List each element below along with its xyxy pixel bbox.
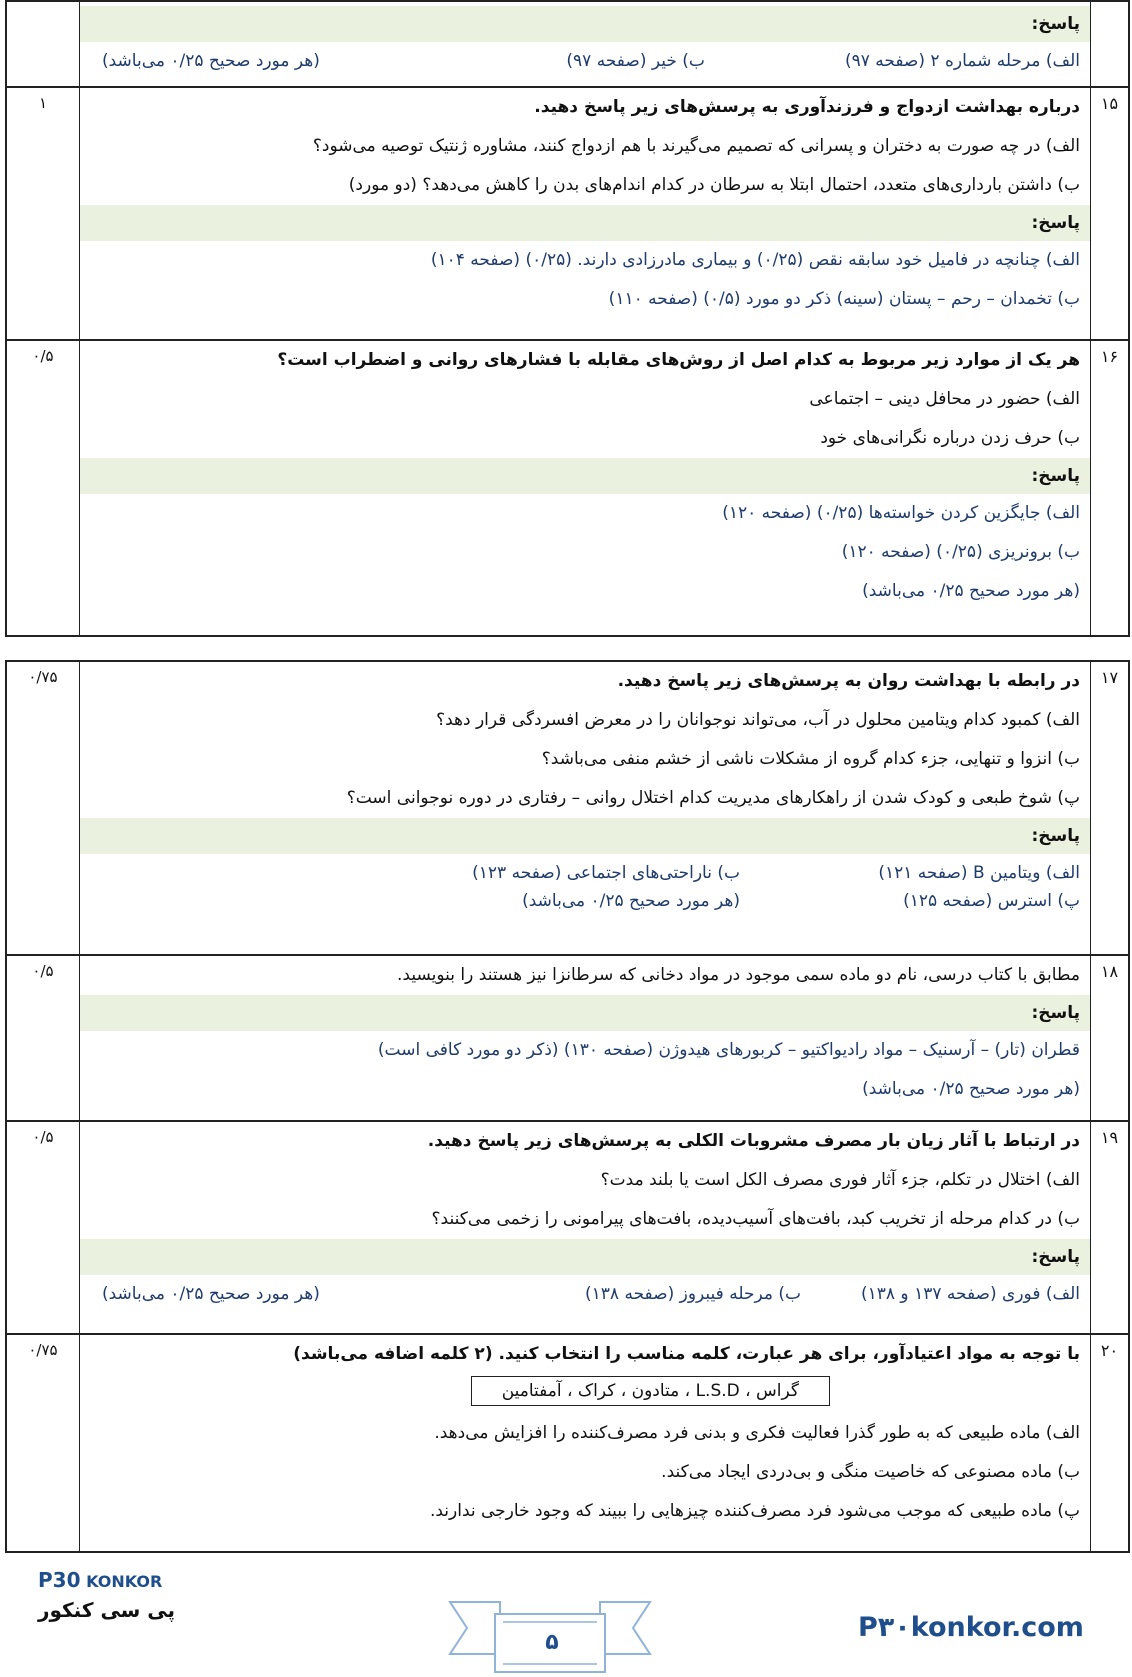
question-number: ۱۵ bbox=[1090, 88, 1128, 339]
answer-label: پاسخ: bbox=[80, 995, 1090, 1031]
question-part-c: پ) شوخ طبعی و کودک شدن از راهکارهای مدیریت کدام اختلال روانی – رفتاری در دوره نوجوانی است؟ bbox=[346, 788, 1080, 808]
question-content bbox=[80, 1122, 1090, 1333]
question-number: ۲۰ bbox=[1090, 1335, 1128, 1551]
question-content bbox=[80, 88, 1090, 339]
question-part-b: ب) در کدام مرحله از تخریب کبد، بافت‌های آسیب‌دیده، بافت‌های پیرامونی را زخمی می‌کنند؟ bbox=[431, 1209, 1080, 1229]
page-number: ۵ bbox=[545, 1630, 559, 1655]
question-row-17 bbox=[7, 662, 1128, 956]
question-number: ۱۹ bbox=[1090, 1122, 1128, 1333]
answer-label: پاسخ: bbox=[80, 205, 1090, 241]
question-table-1 bbox=[5, 0, 1130, 637]
answer-part-c: پ) استرس (صفحه ۱۲۵) bbox=[903, 891, 1080, 911]
answer-part-b: ب) برونریزی (۰/۲۵) (صفحه ۱۲۰) bbox=[841, 542, 1080, 562]
question-title: مطابق با کتاب درسی، نام دو ماده سمی موجود در مواد دخانی که سرطانزا نیز هستند را بنویسید. bbox=[397, 965, 1080, 985]
question-number-cell bbox=[1090, 2, 1128, 86]
question-score: ۰/۵ bbox=[7, 341, 80, 635]
answer-note: (هر مورد صحیح ۰/۲۵ می‌باشد) bbox=[862, 581, 1080, 601]
question-content bbox=[80, 1335, 1090, 1551]
answer-note: (هر مورد صحیح ۰/۲۵ می‌باشد) bbox=[102, 51, 320, 71]
answer-part-a: الف) جایگزین کردن خواسته‌ها (۰/۲۵) (صفحه ۱۲۰) bbox=[722, 503, 1080, 523]
question-part-a: الف) کمبود کدام ویتامین محلول در آب، می‌تواند نوجوانان را در معرض افسردگی قرار دهد؟ bbox=[436, 710, 1080, 730]
question-title: درباره بهداشت ازدواج و فرزندآوری به پرسش‌های زیر پاسخ دهید. bbox=[534, 97, 1080, 117]
answer-line bbox=[80, 1275, 1090, 1314]
question-number: ۱۶ bbox=[1090, 341, 1128, 635]
answer-row-14 bbox=[7, 2, 1128, 88]
question-score: ۱ bbox=[7, 88, 80, 339]
answer-part-a: الف) چنانچه در فامیل خود سابقه نقص (۰/۲۵) و بیماری مادرزادی دارند. (۰/۲۵) (صفحه ۱۰۴) bbox=[430, 250, 1080, 270]
question-part-a: الف) در چه صورت به دختران و پسرانی که تصمیم می‌گیرند با هم ازدواج کنند، مشاوره ژنتیک توصیه می‌شود؟ bbox=[312, 136, 1080, 156]
answer-note: (هر مورد صحیح ۰/۲۵ می‌باشد) bbox=[102, 1284, 320, 1304]
website-link[interactable]: P۳۰konkor.com bbox=[858, 1612, 1084, 1643]
score-cell bbox=[7, 2, 80, 86]
question-part-b: ب) انزوا و تنهایی، جزء کدام گروه از مشکلات ناشی از خشم منفی می‌باشد؟ bbox=[541, 749, 1080, 769]
question-row-18 bbox=[7, 956, 1128, 1122]
question-row-20 bbox=[7, 1335, 1128, 1551]
logo-brand: P30 bbox=[38, 1568, 81, 1592]
answer-label: پاسخ: bbox=[80, 458, 1090, 494]
question-part-a: الف) اختلال در تکلم، جزء آثار فوری مصرف الکل است یا بلند مدت؟ bbox=[600, 1170, 1080, 1190]
question-title: هر یک از موارد زیر مربوط به کدام اصل از روش‌های مقابله با فشارهای روانی و اضطراب است؟ bbox=[277, 350, 1080, 370]
question-content bbox=[80, 956, 1090, 1120]
logo-word: KONKOR bbox=[86, 1572, 163, 1591]
question-part-a: الف) حضور در محافل دینی – اجتماعی bbox=[809, 389, 1080, 409]
answer-line-2 bbox=[80, 888, 1090, 921]
question-title: در رابطه با بهداشت روان به پرسش‌های زیر پاسخ دهید. bbox=[617, 671, 1080, 691]
answer-label: پاسخ: bbox=[80, 6, 1090, 42]
question-row-15 bbox=[7, 88, 1128, 341]
question-score: ۰/۵ bbox=[7, 956, 80, 1120]
answer-line-1 bbox=[80, 854, 1090, 888]
answer-part-a: الف) مرحله شماره ۲ (صفحه ۹۷) bbox=[844, 51, 1080, 71]
answer-part-b: ب) تخمدان – رحم – پستان (سینه) ذکر دو مورد (۰/۵) (صفحه ۱۱۰) bbox=[608, 289, 1080, 309]
question-part-b: ب) حرف زدن درباره نگرانی‌های خود bbox=[820, 428, 1080, 448]
answer-note: (هر مورد صحیح ۰/۲۵ می‌باشد) bbox=[862, 1079, 1080, 1099]
question-part-b: ب) داشتن بارداری‌های متعدد، احتمال ابتلا به سرطان در کدام اندام‌های بدن را کاهش می‌دهد؟ (دو مورد) bbox=[348, 175, 1080, 195]
answer-part-b: ب) خیر (صفحه ۹۷) bbox=[566, 51, 705, 71]
answer-part-b: ب) مرحله فیبروز (صفحه ۱۳۸) bbox=[585, 1284, 801, 1304]
answer-label: پاسخ: bbox=[80, 1239, 1090, 1275]
brand-logo bbox=[38, 1568, 175, 1622]
question-score: ۰/۷۵ bbox=[7, 662, 80, 954]
question-number: ۱۸ bbox=[1090, 956, 1128, 1120]
word-bank: گراس ، L.S.D ، متادون ، کراک ، آمفتامین bbox=[471, 1376, 830, 1406]
logo-persian: پی سی کنکور bbox=[38, 1598, 176, 1622]
logo-wordmark bbox=[38, 1568, 175, 1592]
answer-part-b: ب) ناراحتی‌های اجتماعی (صفحه ۱۲۳) bbox=[472, 863, 740, 883]
question-title: در ارتباط با آثار زیان بار مصرف مشروبات الکلی به پرسش‌های زیر پاسخ دهید. bbox=[427, 1131, 1080, 1151]
answer-text: قطران (تار) – آرسنیک – مواد رادیواکتیو – کربورهای هیدوژن (صفحه ۱۳۰) (ذکر دو مورد کافی است) bbox=[377, 1040, 1080, 1060]
answer-note: (هر مورد صحیح ۰/۲۵ می‌باشد) bbox=[522, 891, 740, 911]
answer-label: پاسخ: bbox=[80, 818, 1090, 854]
question-row-16 bbox=[7, 341, 1128, 635]
page-ribbon-icon bbox=[445, 1584, 655, 1674]
answer-part-a: الف) ویتامین B (صفحه ۱۲۱) bbox=[878, 863, 1080, 883]
word-bank-wrap bbox=[80, 1374, 1090, 1414]
answer-line bbox=[80, 42, 1090, 81]
question-score: ۰/۷۵ bbox=[7, 1335, 80, 1551]
question-part-a: الف) ماده طبیعی که به طور گذرا فعالیت فکری و بدنی فرد مصرف‌کننده را افزایش می‌دهد. bbox=[434, 1423, 1080, 1443]
question-number: ۱۷ bbox=[1090, 662, 1128, 954]
question-part-b: ب) ماده مصنوعی که خاصیت منگی و بی‌دردی ایجاد می‌کند. bbox=[661, 1462, 1080, 1482]
answer-content bbox=[80, 2, 1090, 86]
question-content bbox=[80, 341, 1090, 635]
question-row-19 bbox=[7, 1122, 1128, 1335]
question-table-2 bbox=[5, 660, 1130, 1553]
question-score: ۰/۵ bbox=[7, 1122, 80, 1333]
question-content bbox=[80, 662, 1090, 954]
question-part-c: پ) ماده طبیعی که موجب می‌شود فرد مصرف‌کننده چیزهایی را ببیند که وجود خارجی ندارند. bbox=[429, 1501, 1080, 1521]
question-title: با توجه به مواد اعتیادآور، برای هر عبارت، کلمه مناسب را انتخاب کنید. (۲ کلمه اضافه می‌باشد) bbox=[293, 1344, 1080, 1364]
answer-part-a: الف) فوری (صفحه ۱۳۷ و ۱۳۸) bbox=[860, 1284, 1080, 1304]
